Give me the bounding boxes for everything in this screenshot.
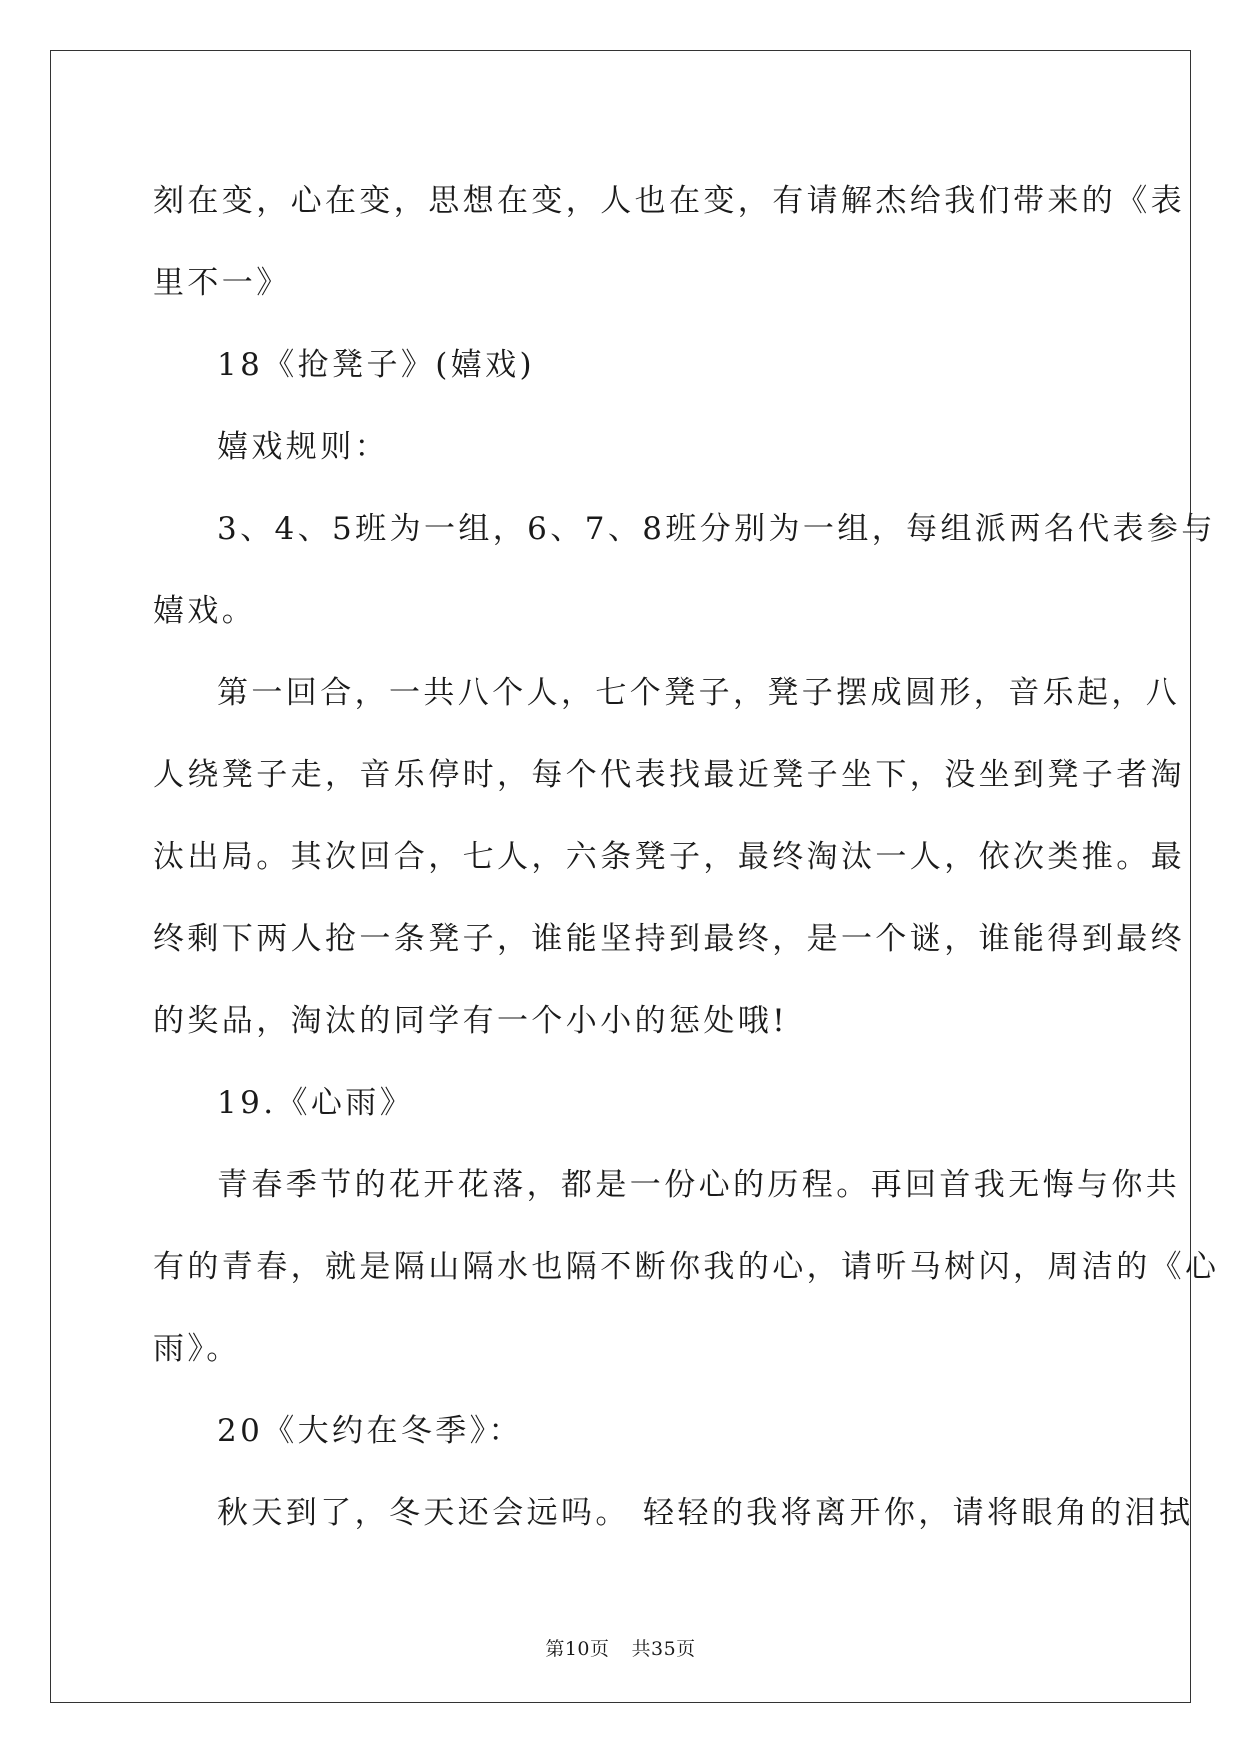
text-line: 有的青春，就是隔山隔水也隔不断你我的心，请听马树闪，周洁的《心 <box>153 1249 1220 1285</box>
page-number-current: 第10页 <box>545 1638 610 1660</box>
paragraph <box>153 1472 1194 1554</box>
text-line: 嬉戏规则： <box>217 429 389 465</box>
text-line: 19.《心雨》 <box>217 1085 415 1121</box>
paragraph <box>153 488 1216 652</box>
text-line: 雨》。 <box>153 1331 241 1367</box>
text-line: 20《大约在冬季》： <box>217 1413 523 1449</box>
paragraph <box>153 160 1185 324</box>
text-line: 第一回合，一共八个人，七个凳子，凳子摆成圆形，音乐起，八 <box>217 675 1181 711</box>
section-heading <box>153 1062 1093 1144</box>
text-line: 的奖品，淘汰的同学有一个小小的惩处哦! <box>153 1003 789 1039</box>
text-line: 里不一》 <box>153 265 291 301</box>
text-line: 青春季节的花开花落，都是一份心的历程。再回首我无悔与你共 <box>217 1167 1181 1203</box>
page-footer <box>0 1634 1241 1661</box>
section-heading <box>153 324 1093 406</box>
paragraph <box>153 406 1093 488</box>
document-body <box>153 160 1220 1554</box>
text-line: 汰出局。其次回合，七人，六条凳子，最终淘汰一人，依次类推。最 <box>153 839 1185 875</box>
text-line: 18《抢凳子》(嬉戏) <box>217 347 536 383</box>
paragraph <box>153 1144 1220 1390</box>
text-line: 3、4、5班为一组，6、7、8班分别为一组，每组派两名代表参与 <box>217 511 1216 547</box>
page-number-total: 共35页 <box>631 1638 696 1660</box>
text-line: 刻在变，心在变，思想在变，人也在变，有请解杰给我们带来的《表 <box>153 183 1185 219</box>
section-heading <box>153 1390 1093 1472</box>
text-line: 嬉戏。 <box>153 593 257 629</box>
paragraph <box>153 652 1185 1062</box>
text-line: 秋天到了，冬天还会远吗。 轻轻的我将离开你，请将眼角的泪拭 <box>217 1495 1194 1531</box>
text-line: 终剩下两人抢一条凳子，谁能坚持到最终，是一个谜，谁能得到最终 <box>153 921 1185 957</box>
text-line: 人绕凳子走，音乐停时，每个代表找最近凳子坐下，没坐到凳子者淘 <box>153 757 1185 793</box>
